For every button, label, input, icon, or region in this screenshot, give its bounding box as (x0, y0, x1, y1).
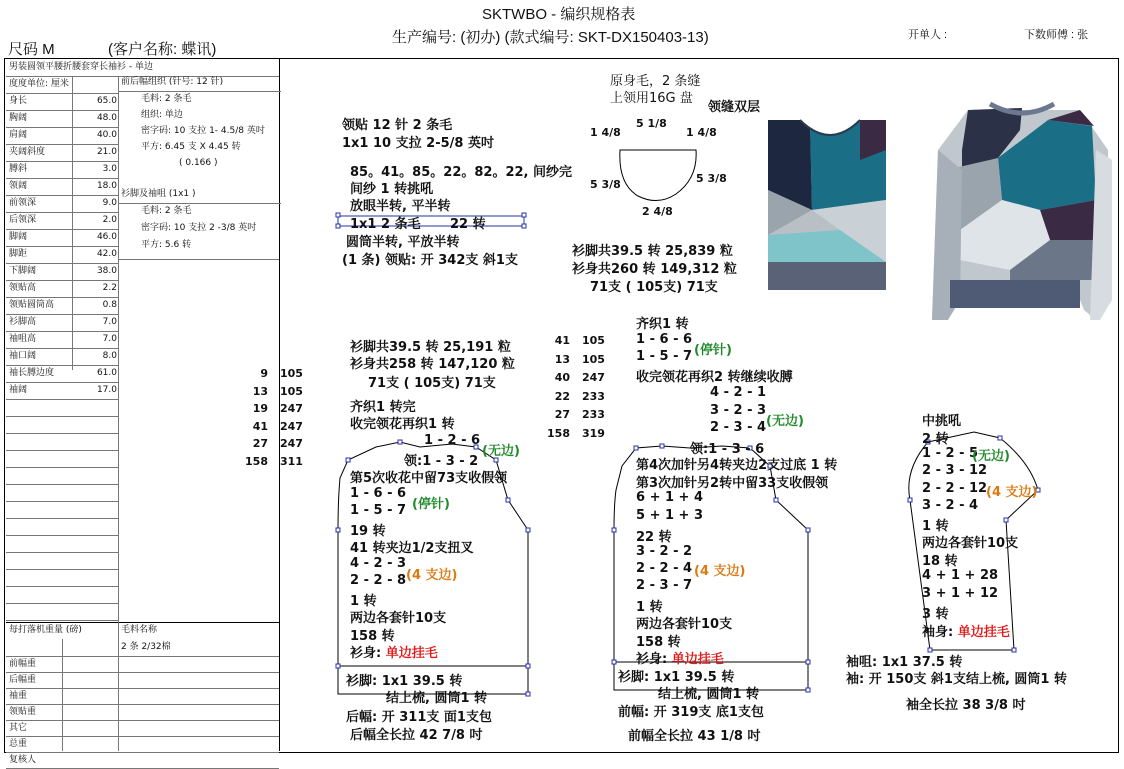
back-step-9-tag: (4 支边) (406, 568, 458, 583)
sleeve-body (922, 621, 1010, 640)
rib-line: 毛料: 2 条毛 (141, 206, 192, 216)
count-a: 19 (252, 402, 268, 415)
front-step-13: 2 - 2 - 4 (636, 561, 693, 576)
front-step-11: 22 转 (636, 530, 672, 545)
back-step-10: 1 转 (350, 594, 377, 609)
back-note-1: 齐织1 转完 (350, 400, 416, 415)
spec-row-label: 袖阔 (9, 385, 28, 395)
count-a: 22 (554, 389, 570, 403)
spec-row-value: 21.0 (96, 147, 117, 157)
back-step-5: 1 - 5 - 7 (350, 503, 407, 518)
back-cast-on: 后幅: 开 311支 面1支包 (346, 710, 492, 725)
weight-row-label: 总重 (9, 739, 28, 749)
back-length: 后幅全长拉 42 7/8 吋 (350, 728, 483, 743)
spec-row-label: 袖长膊边度 (9, 368, 55, 378)
master-label: 下数师傅 : 张 (1024, 29, 1089, 41)
spec-row-value: 46.0 (96, 232, 117, 242)
spec-row-label: 脚距 (9, 249, 28, 259)
count-b: 311 (280, 454, 303, 468)
count-b: 247 (280, 402, 303, 415)
back-rib: 衫脚: 1x1 39.5 转 (346, 674, 463, 689)
sleeve-step-3-tag: (无边) (972, 449, 1010, 464)
spec-row-label: 胸阔 (9, 113, 28, 123)
neck-note-3: 领缝双层 (708, 100, 761, 115)
collar-line-3: 85。41。85。22。82。22, 间纱完 (350, 165, 573, 180)
front-step-13-tag: (4 支边) (694, 564, 746, 579)
neck-dim-top: 5 1/8 (636, 117, 667, 130)
weight-label: 每打落机重量 (磅) (9, 625, 82, 635)
back-step-12: 158 转 (350, 629, 395, 644)
size-label: 尺码 M (8, 41, 55, 58)
fabric-line: 密字码: 10 支拉 1- 4.5/8 英吋 (141, 126, 265, 136)
sweater-sketch (932, 104, 1112, 320)
sleeve-step-6: 3 - 2 - 4 (922, 498, 979, 513)
weight-row-label: 后幅重 (9, 675, 37, 685)
mid-total-1: 衫脚共39.5 转 25,839 粒 (572, 244, 733, 259)
front-body (636, 648, 724, 667)
mid-total-3: 71支 ( 105支) 71支 (590, 280, 718, 295)
front-length: 前幅全长拉 43 1/8 吋 (628, 729, 761, 744)
neck-dim-mid-right: 5 3/8 (696, 172, 727, 185)
front-step-4: 3 - 2 - 3 (710, 403, 767, 418)
sleeve-cast-on: 袖: 开 150支 斜1支结上梳, 圆筒1 转 (846, 672, 1067, 687)
rib-title: 衫脚及袖咀 (1x1 ) (118, 186, 281, 204)
fabric-line: ( 0.166 ) (179, 158, 218, 168)
collar-line-5: 放眼半转, 平半转 (350, 199, 451, 214)
rib-line: 平方: 5.6 转 (141, 240, 192, 250)
count-b: 247 (280, 437, 303, 450)
front-note-2: 收完领花再织2 转继续收膊 (636, 370, 793, 385)
sleeve-step-2: 2 转 (922, 432, 949, 447)
spec-row-value: 8.0 (102, 351, 117, 361)
count-b: 105 (280, 384, 303, 398)
neck-note-2: 上领用16G 盘 (610, 91, 693, 106)
front-step-2: 1 - 5 - 7 (636, 349, 693, 364)
front-step-8: 第3次加针另2转中留33支收假领 (636, 476, 829, 491)
count-b: 233 (582, 408, 605, 421)
front-step-6: 领:1 - 3 - 6 (690, 442, 765, 457)
count-b: 319 (582, 426, 605, 440)
spec-title: 男装圆领平腰折腰套穿长袖衫 - 单边 (9, 62, 153, 72)
production-no: 生产编号: (初办) (款式编号: SKT-DX150403-13) (392, 29, 709, 46)
count-a: 40 (554, 371, 570, 384)
back-body (350, 642, 438, 661)
weight-row-label: 领贴重 (9, 707, 37, 717)
sleeve-body-value: 单边挂毛 (957, 625, 1010, 640)
sleeve-step-12: 3 转 (922, 607, 949, 622)
spec-row-label: 袖口阔 (9, 351, 37, 361)
front-rib: 衫脚: 1x1 39.5 转 (618, 670, 735, 685)
fabric-line: 组织: 单边 (141, 110, 183, 120)
spec-row-value: 17.0 (96, 385, 117, 395)
front-step-10: 5 + 1 + 3 (636, 508, 704, 523)
neck-note-1: 原身毛，2 条缝 (610, 74, 701, 89)
front-step-2-tag: (停针) (694, 343, 732, 358)
front-step-16: 两边各套针10支 (636, 617, 733, 632)
fabric-line: 毛料: 2 条毛 (141, 94, 192, 104)
spec-row-value: 40.0 (96, 130, 117, 140)
count-a: 41 (252, 419, 268, 433)
spec-row-value: 42.0 (96, 249, 117, 259)
material-label: 毛料名称 (121, 625, 158, 635)
back-total-3: 71支 ( 105支) 71支 (368, 376, 496, 391)
collar-line-6: 1x1 2 条毛 (350, 217, 421, 232)
sleeve-step-7: 1 转 (922, 519, 949, 534)
front-body-value: 单边挂毛 (671, 652, 724, 667)
spec-row-value: 65.0 (96, 96, 117, 106)
spec-row-label: 身长 (9, 96, 28, 106)
count-a: 9 (260, 367, 268, 380)
spec-row-label: 衫脚高 (9, 317, 37, 327)
count-b: 105 (280, 367, 303, 380)
count-a: 13 (554, 352, 570, 366)
collar-line-1: 领贴 12 针 2 条毛 (342, 118, 453, 133)
back-note-2: 收完领花再织1 转 (350, 417, 455, 432)
back-rib-2: 结上梳, 圆筒1 转 (386, 691, 488, 706)
count-a: 41 (554, 334, 570, 347)
spec-row-value: 2.2 (102, 283, 117, 293)
collar-line-2: 1x1 10 支拉 2-5/8 英吋 (342, 136, 494, 151)
spec-row-value: 9.0 (102, 198, 117, 208)
spec-row-label: 领贴高 (9, 283, 37, 293)
back-step-9: 2 - 2 - 8 (350, 573, 407, 588)
back-step-3: 第5次收花中留73支收假领 (350, 471, 508, 486)
spec-row-value: 7.0 (102, 317, 117, 327)
sleeve-step-9: 18 转 (922, 554, 958, 569)
front-step-3: 4 - 2 - 1 (710, 385, 767, 400)
client-name: (客户名称: 蝶讯) (108, 41, 217, 58)
vest-sketch (768, 120, 886, 290)
spec-row-value: 38.0 (96, 266, 117, 276)
spec-row-label: 下脚阔 (9, 266, 37, 276)
back-step-8: 4 - 2 - 3 (350, 556, 407, 571)
back-step-2: 领:1 - 3 - 2 (404, 454, 479, 469)
front-step-7: 第4次加针另4转夹边2支过底 1 转 (636, 458, 838, 473)
front-step-12: 3 - 2 - 2 (636, 544, 693, 559)
spec-row-value: 0.8 (102, 300, 117, 310)
front-cast-on: 前幅: 开 319支 底1支包 (618, 705, 764, 720)
front-body-label: 衫身: (636, 652, 672, 667)
count-b: 247 (280, 419, 303, 433)
spec-row-label: 膊斜 (9, 164, 28, 174)
neck-dim-bottom: 2 4/8 (642, 205, 673, 218)
back-total-1: 衫脚共39.5 转 25,191 粒 (350, 340, 511, 355)
front-rib-2: 结上梳, 圆筒1 转 (658, 687, 760, 702)
count-a: 13 (252, 384, 268, 398)
back-body-label: 衫身: (350, 646, 386, 661)
page-title: SKTWBO - 编织规格表 (482, 6, 636, 23)
collar-line-8: (1 条) 领贴: 开 342支 斜1支 (342, 253, 518, 268)
spec-row-value: 2.0 (102, 215, 117, 225)
front-step-4-tag: (无边) (766, 414, 804, 429)
spec-row-label: 夹阔斜度 (9, 147, 46, 157)
collar-line-7: 圆筒半转, 平放半转 (346, 235, 460, 250)
collar-line-6b: 22 转 (450, 217, 486, 232)
front-step-15: 1 转 (636, 600, 663, 615)
weight-row-label: 袖重 (9, 691, 28, 701)
count-a: 158 (547, 426, 570, 440)
sleeve-step-5-tag: (4 支边) (986, 485, 1038, 500)
back-step-6: 19 转 (350, 524, 386, 539)
spec-row-label: 领贴圆筒高 (9, 300, 55, 310)
sleeve-step-11: 3 + 1 + 12 (922, 586, 999, 601)
issuer-label: 开单人 : (908, 29, 948, 41)
count-a: 27 (554, 408, 570, 421)
sleeve-body-label: 袖身: (922, 625, 958, 640)
weight-row-label: 其它 (9, 723, 28, 733)
spec-row-value: 7.0 (102, 334, 117, 344)
collar-line-4: 间纱 1 转挑吼 (350, 182, 434, 197)
count-a: 158 (245, 454, 268, 468)
neck-dim-top-left: 1 4/8 (590, 126, 621, 139)
neck-shape (620, 150, 696, 201)
material-value: 2 条 2/32棉 (121, 642, 171, 652)
count-b: 105 (582, 334, 605, 347)
mid-total-2: 衫身共260 转 149,312 粒 (572, 262, 737, 277)
spec-row-value: 61.0 (96, 368, 117, 378)
sleeve-step-3: 1 - 2 - 5 (922, 446, 979, 461)
front-step-1: 1 - 6 - 6 (636, 332, 693, 347)
neck-dim-mid-left: 5 3/8 (590, 178, 621, 191)
rib-line: 密字码: 10 支拉 2 -3/8 英吋 (141, 223, 257, 233)
front-step-5: 2 - 3 - 4 (710, 420, 767, 435)
sleeve-length: 袖全长拉 38 3/8 吋 (906, 698, 1026, 713)
sleeve-cuff: 袖咀: 1x1 37.5 转 (846, 655, 963, 670)
count-b: 233 (582, 389, 605, 403)
fabric-line: 平方: 6.45 支 X 4.45 转 (141, 142, 241, 152)
spec-row-label: 前领深 (9, 198, 37, 208)
sleeve-step-1: 中挑吼 (922, 414, 962, 429)
back-step-1: 1 - 2 - 6 (424, 433, 481, 448)
spec-row-label: 肩阔 (9, 130, 28, 140)
front-step-14: 2 - 3 - 7 (636, 578, 693, 593)
sleeve-step-8: 两边各套针10支 (922, 536, 1019, 551)
back-body-value: 单边挂毛 (385, 646, 438, 661)
sweater-rib-hem (950, 280, 1080, 308)
back-total-2: 衫身共258 转 147,120 粒 (350, 357, 515, 372)
front-note-1: 齐织1 转 (636, 317, 689, 332)
count-b: 247 (582, 371, 605, 384)
front-step-17: 158 转 (636, 635, 681, 650)
front-step-9: 6 + 1 + 4 (636, 490, 704, 505)
spec-row-label: 袖咀高 (9, 334, 37, 344)
weight-row-label: 复核人 (9, 755, 37, 765)
back-step-5-tag: (停针) (412, 497, 450, 512)
sleeve-step-10: 4 + 1 + 28 (922, 568, 999, 583)
sleeve-step-4: 2 - 3 - 12 (922, 463, 988, 478)
count-b: 105 (582, 352, 605, 366)
spec-row-label: 领阔 (9, 181, 28, 191)
spec-row-value: 48.0 (96, 113, 117, 123)
back-step-11: 两边各套针10支 (350, 611, 447, 626)
spec-row-value: 18.0 (96, 181, 117, 191)
weight-row-label: 前幅重 (9, 659, 37, 669)
fabric-title: 前后幅组织 (针号: 12 针) (118, 74, 281, 92)
neck-dim-top-right: 1 4/8 (686, 126, 717, 139)
back-step-7: 41 转夹边1/2支扭叉 (350, 541, 474, 556)
back-step-4: 1 - 6 - 6 (350, 486, 407, 501)
spec-row-value: 3.0 (102, 164, 117, 174)
count-a: 27 (252, 437, 268, 450)
spec-row-label: 后领深 (9, 215, 37, 225)
back-step-1-tag: (无边) (482, 444, 520, 459)
sleeve-step-5: 2 - 2 - 12 (922, 481, 988, 496)
spec-unit: 度度单位: 厘米 (9, 79, 69, 89)
spec-row-label: 脚阔 (9, 232, 28, 242)
